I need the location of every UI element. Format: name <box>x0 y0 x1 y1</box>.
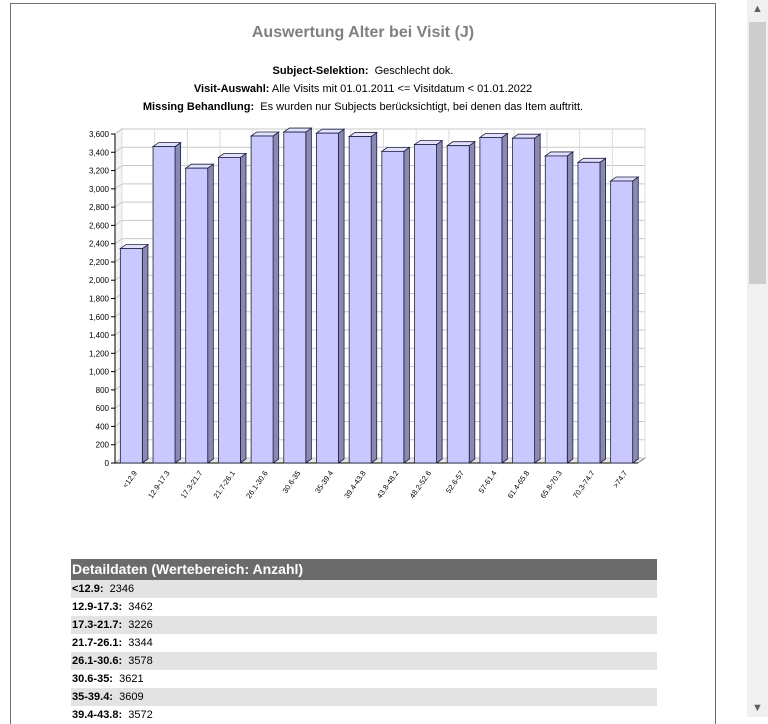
bar <box>382 147 410 463</box>
bar-top <box>218 153 246 157</box>
bar <box>578 158 606 463</box>
bar-front <box>284 132 306 463</box>
info-value: Alle Visits mit 01.01.2011 <= Visitdatum < 01.01.2022 <box>271 83 533 95</box>
bar-front <box>545 156 567 463</box>
bar-top <box>415 141 443 145</box>
x-tick-label: <12.9 <box>120 468 139 490</box>
y-tick-label: 800 <box>95 385 109 395</box>
bar-front <box>349 137 371 463</box>
row-value: 3572 <box>128 709 153 721</box>
y-tick-label: 3,600 <box>88 130 109 139</box>
bar-side <box>338 129 344 463</box>
row-value: 3621 <box>119 673 144 685</box>
bar-top <box>513 134 541 138</box>
bar <box>120 245 148 463</box>
row-label: 30.6-35: <box>72 673 113 685</box>
bar <box>447 142 475 463</box>
visit-selection-line <box>11 83 715 95</box>
bar-top <box>349 133 377 137</box>
bar-front <box>578 162 600 463</box>
bar-top <box>153 143 181 147</box>
y-tick-label: 1,000 <box>88 367 109 377</box>
row-label: 21.7-26.1: <box>72 637 123 649</box>
bar-top <box>382 147 410 151</box>
bar-side <box>633 177 639 463</box>
bar <box>316 129 344 463</box>
x-tick-label: 48.2-52.6 <box>407 468 434 501</box>
bar-front <box>611 181 633 463</box>
bar-top <box>578 158 606 162</box>
row-label: 35-39.4: <box>72 691 113 703</box>
bar-front <box>447 146 469 463</box>
bar <box>349 133 377 463</box>
row-label: 26.1-30.6: <box>72 655 123 667</box>
y-tick-label: 2,000 <box>88 276 109 286</box>
y-tick-label: 2,600 <box>88 221 109 231</box>
bar-side <box>371 133 377 463</box>
x-tick-label: >74.7 <box>611 468 630 490</box>
bar-top <box>186 164 214 168</box>
x-tick-label: 70.3-74.7 <box>571 468 597 501</box>
info-label: Subject-Selektion: <box>272 65 369 77</box>
table-row <box>71 670 657 688</box>
bar-side <box>600 158 606 463</box>
scroll-down-icon[interactable]: ▼ <box>752 702 763 714</box>
row-label: 17.3-21.7: <box>72 619 123 631</box>
bar <box>186 164 214 463</box>
x-tick-label: 65.8-70.3 <box>538 468 564 501</box>
bar-side <box>175 143 181 463</box>
bar-top <box>480 133 508 137</box>
bar-front <box>251 136 273 463</box>
x-tick-label: 30.6-35 <box>280 468 303 495</box>
bar <box>218 153 246 463</box>
y-tick-label: 3,200 <box>88 166 109 176</box>
bar-top <box>316 129 344 133</box>
x-tick-label: 52.6-57 <box>443 468 466 495</box>
report-page <box>10 3 716 724</box>
table-row <box>71 706 657 724</box>
y-tick-label: 2,200 <box>88 257 109 267</box>
y-tick-label: 3,000 <box>88 184 109 194</box>
y-tick-label: 2,800 <box>88 203 109 213</box>
x-tick-label: 35-39.4 <box>313 468 336 495</box>
info-label: Visit-Auswahl: <box>193 83 270 95</box>
detail-table-header: Detaildaten (Wertebereich: Anzahl) <box>71 559 657 580</box>
bar-front <box>186 168 208 463</box>
row-value: 3609 <box>119 691 144 703</box>
bar-top <box>611 177 639 181</box>
bar-front <box>480 137 502 463</box>
bar-front <box>415 145 437 463</box>
detail-rows <box>71 580 657 724</box>
bar-top <box>447 142 475 146</box>
y-tick-label: 1,600 <box>88 312 109 322</box>
x-tick-label: 21.7-26.1 <box>211 468 238 501</box>
row-value: 3226 <box>128 619 153 631</box>
table-row <box>71 598 657 616</box>
bar-top <box>120 245 148 249</box>
y-tick-label: 1,200 <box>88 349 109 359</box>
bar <box>611 177 639 463</box>
y-tick-label: 2,400 <box>88 239 109 249</box>
y-tick-label: 1,800 <box>88 294 109 304</box>
x-tick-label: 61.4-65.8 <box>505 468 532 501</box>
bar-top <box>545 152 573 156</box>
x-tick-label: 39.4-43.8 <box>342 468 368 501</box>
bar <box>415 141 443 463</box>
row-label: <12.9: <box>72 583 104 595</box>
bar-side <box>469 142 475 463</box>
vertical-scrollbar[interactable] <box>747 0 768 717</box>
bar-side <box>142 245 148 463</box>
bar-top <box>251 132 279 136</box>
bar-front <box>153 147 175 463</box>
detail-table <box>71 559 657 724</box>
scroll-thumb[interactable] <box>749 22 766 284</box>
bar-side <box>404 147 410 463</box>
table-row <box>71 652 657 670</box>
row-label: 12.9-17.3: <box>72 601 123 613</box>
bar-side <box>208 164 214 463</box>
row-value: 3578 <box>128 655 153 667</box>
table-row <box>71 688 657 706</box>
x-tick-label: 17.3-21.7 <box>178 468 205 501</box>
bar-side <box>273 132 279 463</box>
y-tick-label: 600 <box>95 404 109 414</box>
row-value: 3344 <box>128 637 153 649</box>
missing-handling-line <box>11 101 715 113</box>
bar-front <box>218 157 240 463</box>
info-value: Es wurden nur Subjects berücksichtigt, bei denen das Item auftritt. <box>260 101 584 113</box>
bar <box>153 143 181 463</box>
bar <box>545 152 573 463</box>
x-tick-label: 26.1-30.6 <box>244 468 270 501</box>
x-tick-label: 43.8-48.2 <box>374 468 401 501</box>
page-title: Auswertung Alter bei Visit (J) <box>251 24 475 41</box>
bar-front <box>382 151 404 463</box>
x-tick-label: 12.9-17.3 <box>146 468 172 501</box>
y-tick-label: 3,400 <box>88 148 109 158</box>
info-value: Geschlecht dok. <box>374 65 454 77</box>
bar-side <box>437 141 443 463</box>
bar-side <box>240 153 246 463</box>
bar-front <box>513 138 535 463</box>
bar-front <box>316 133 338 463</box>
table-row <box>71 634 657 652</box>
bar-side <box>535 134 541 463</box>
scroll-up-icon[interactable]: ▲ <box>752 3 763 15</box>
bar <box>513 134 541 463</box>
bar <box>251 132 279 463</box>
y-tick-label: 0 <box>104 459 109 468</box>
x-tick-label: 57-61.4 <box>476 468 499 495</box>
row-label: 39.4-43.8: <box>72 709 123 721</box>
bar <box>284 128 312 463</box>
info-label: Missing Behandlung: <box>142 101 255 113</box>
bar <box>480 133 508 463</box>
table-row <box>71 616 657 634</box>
table-row <box>71 580 657 598</box>
bar-side <box>306 128 312 463</box>
row-value: 2346 <box>109 583 135 595</box>
bar-side <box>502 133 508 463</box>
y-tick-label: 400 <box>95 422 109 432</box>
row-value: 3462 <box>128 601 153 613</box>
y-tick-label: 1,400 <box>88 331 109 341</box>
bar-side <box>567 152 573 463</box>
bar-top <box>284 128 312 132</box>
subject-selection-line <box>11 65 715 77</box>
bar-front <box>120 249 142 463</box>
y-tick-label: 200 <box>95 440 109 450</box>
bar-chart <box>11 122 715 552</box>
